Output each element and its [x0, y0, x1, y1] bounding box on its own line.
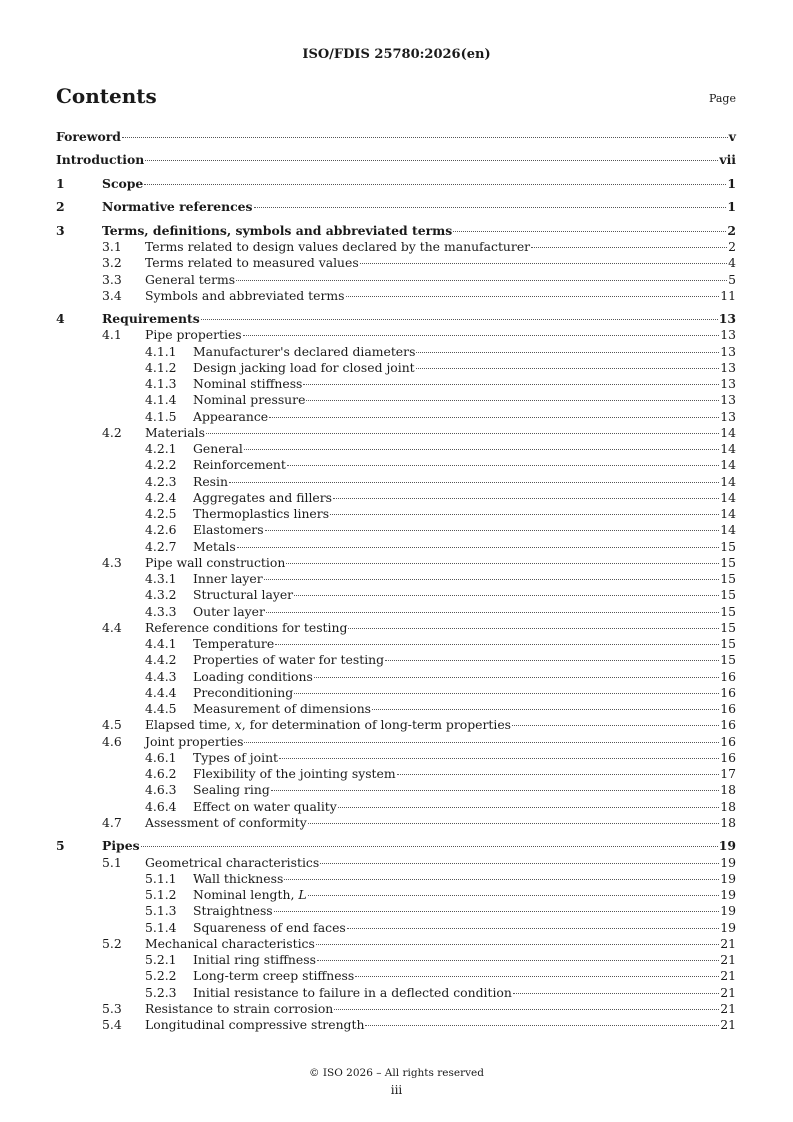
dot-leader — [338, 807, 719, 808]
dot-leader — [365, 1025, 719, 1026]
toc-entry-page: 5 — [728, 271, 736, 287]
toc-entry[interactable] — [56, 838, 736, 854]
dot-leader — [334, 1009, 719, 1010]
toc-entry-number: 4.4.2 — [145, 652, 177, 668]
toc-entry-number: 4.2.1 — [145, 441, 177, 457]
page-footer — [0, 1067, 793, 1097]
toc-entry-title: Requirements — [102, 311, 200, 327]
toc-entry-title: Effect on water quality — [193, 798, 337, 814]
toc-entry-title: Outer layer — [193, 603, 265, 619]
toc-entry-number: 4.1.5 — [145, 408, 177, 424]
toc-entry-number: 4.1.3 — [145, 376, 177, 392]
toc-entry-title: Nominal length, L — [193, 887, 307, 903]
dot-leader — [287, 465, 719, 466]
toc-entry-number: 4.6 — [102, 733, 122, 749]
toc-entry-page: 21 — [720, 968, 736, 984]
toc-entry-title: Foreword — [56, 129, 121, 144]
toc-entry-number: 4.2.6 — [145, 522, 177, 538]
toc-entry-number: 4.2.3 — [145, 473, 177, 489]
toc-entry[interactable] — [56, 506, 736, 522]
toc-entry-number: 3 — [56, 222, 65, 238]
toc-entry[interactable] — [56, 223, 736, 239]
toc-entry-number: 4.2.5 — [145, 506, 177, 522]
toc-entry-title: Reinforcement — [193, 457, 286, 473]
dot-leader — [145, 160, 718, 161]
toc-entry-page: 15 — [720, 652, 736, 668]
toc-entry-title: Mechanical characteristics — [145, 935, 315, 951]
toc-entry-number: 4.6.1 — [145, 749, 177, 765]
toc-entry-page: 18 — [720, 782, 736, 798]
toc-entry-number: 4.2 — [102, 424, 122, 440]
toc-entry-page: 15 — [720, 571, 736, 587]
toc-entry-page: 2 — [728, 239, 736, 254]
dot-leader — [303, 384, 719, 385]
dot-leader — [271, 790, 719, 791]
toc-entry[interactable] — [56, 652, 736, 668]
toc-entry-page: 21 — [720, 952, 736, 968]
toc-entry-title: General terms — [145, 271, 236, 287]
toc-entry[interactable] — [56, 766, 736, 782]
toc-entry-number: 4.3 — [102, 554, 122, 570]
dot-leader — [453, 231, 726, 232]
dot-leader — [284, 879, 719, 880]
toc-entry[interactable] — [56, 392, 736, 408]
toc-entry[interactable] — [56, 152, 736, 168]
toc-entry-page: 16 — [720, 717, 736, 733]
toc-entry-title: Loading conditions — [193, 668, 313, 684]
dot-leader — [333, 498, 719, 499]
toc-entry-page: 13 — [720, 359, 736, 375]
toc-entry[interactable] — [56, 636, 736, 652]
toc-entry[interactable] — [56, 522, 736, 538]
dot-leader — [201, 319, 718, 320]
toc-entry-page: 13 — [720, 408, 736, 424]
toc-entry-page: 16 — [720, 668, 736, 684]
toc-entry[interactable] — [56, 799, 736, 815]
toc-entry[interactable] — [56, 604, 736, 620]
dot-leader — [372, 709, 719, 710]
dot-leader — [244, 449, 719, 450]
dot-leader — [317, 960, 719, 961]
toc-entry-number: 5.4 — [102, 1017, 122, 1033]
toc-entry-page: 15 — [720, 603, 736, 619]
toc-entry-number: 4.3.3 — [145, 603, 177, 619]
toc-entry-title: Pipe properties — [145, 327, 242, 343]
toc-entry-title: Initial ring stiffness — [193, 952, 316, 968]
toc-entry-page: 11 — [720, 287, 736, 303]
dot-leader — [294, 595, 719, 596]
toc-entry-title: Flexibility of the jointing system — [193, 766, 396, 782]
toc-entry-title: Introduction — [56, 152, 145, 168]
toc-entry-page: 15 — [720, 538, 736, 554]
toc-entry[interactable] — [56, 620, 736, 636]
dot-leader — [265, 530, 720, 531]
toc-entry-number: 5.1.4 — [145, 919, 177, 935]
toc-entry[interactable] — [56, 587, 736, 603]
toc-entry-number: 4.4.5 — [145, 701, 177, 717]
toc-entry-title: Manufacturer's declared diameters — [193, 343, 416, 359]
toc-entry[interactable] — [56, 555, 736, 571]
toc-entry[interactable] — [56, 750, 736, 766]
toc-entry[interactable] — [56, 936, 736, 952]
dot-leader — [355, 976, 719, 977]
dot-leader — [308, 823, 719, 824]
toc-entry[interactable] — [56, 920, 736, 936]
toc-entry-number: 5.1.3 — [145, 903, 177, 919]
toc-entry-page: 14 — [720, 522, 736, 538]
toc-entry-number: 5.3 — [102, 1000, 122, 1016]
toc-entry-title: Resin — [193, 473, 228, 489]
toc-entry-number: 5.1.2 — [145, 887, 177, 903]
toc-entry-number: 3.1 — [102, 239, 122, 254]
toc-entry-page: 15 — [720, 554, 736, 570]
dot-leader — [279, 758, 719, 759]
toc-entry-number: 3.4 — [102, 287, 122, 303]
toc-entry-page: 13 — [720, 392, 736, 408]
toc-entry-title: Reference conditions for testing — [145, 619, 348, 635]
toc-entry-title: Terms related to design values declared by the manufacturer — [145, 239, 531, 254]
toc-entry[interactable] — [56, 409, 736, 425]
toc-entry-number: 4 — [56, 311, 65, 327]
toc-entry-page: 13 — [720, 376, 736, 392]
toc-entry-title: Squareness of end faces — [193, 919, 346, 935]
toc-entry[interactable] — [56, 474, 736, 490]
toc-entry-title: Properties of water for testing — [193, 652, 385, 668]
toc-entry-page: 21 — [720, 1000, 736, 1016]
toc-entry-number: 4.2.4 — [145, 489, 177, 505]
toc-entry-number: 2 — [56, 199, 65, 215]
dot-leader — [141, 846, 718, 847]
toc-entry-number: 1 — [56, 175, 65, 191]
dot-leader — [254, 207, 727, 208]
toc-entry[interactable] — [56, 871, 736, 887]
dot-leader — [275, 644, 719, 645]
toc-entry-number: 4.4 — [102, 619, 122, 635]
toc-entry-title: Terms, definitions, symbols and abbreviated terms — [102, 222, 453, 238]
toc-entry-page: 15 — [720, 619, 736, 635]
toc-entry[interactable] — [56, 855, 736, 871]
toc-entry-page: 16 — [720, 701, 736, 717]
toc-entry[interactable] — [56, 327, 736, 343]
toc-entry-page: 14 — [720, 506, 736, 522]
toc-entry-page: 14 — [720, 441, 736, 457]
toc-entry-number: 5.2.1 — [145, 952, 177, 968]
toc-entry-number: 5.2 — [102, 935, 122, 951]
toc-entry-page: 21 — [720, 935, 736, 951]
toc-entry-number: 4.1.4 — [145, 392, 177, 408]
toc-entry-title: Types of joint — [193, 749, 279, 765]
toc-entry-title: Pipe wall construction — [145, 554, 286, 570]
dot-leader — [294, 693, 719, 694]
dot-leader — [243, 335, 720, 336]
toc-entry[interactable] — [56, 344, 736, 360]
toc-entry-number: 4.4.1 — [145, 636, 177, 652]
dot-leader — [397, 774, 720, 775]
toc-entry-page: 21 — [720, 1017, 736, 1033]
toc-entry-title: Scope — [102, 175, 144, 191]
toc-entry[interactable] — [56, 176, 736, 192]
toc-entry-title: Measurement of dimensions — [193, 701, 372, 717]
toc-entry-number: 4.1 — [102, 327, 122, 343]
dot-leader — [512, 725, 719, 726]
toc-entry-page: 2 — [727, 222, 736, 238]
toc-entry-page: 19 — [720, 887, 736, 903]
dot-leader — [416, 368, 720, 369]
toc-entry-page: 4 — [728, 255, 736, 271]
toc-entry-title: Geometrical characteristics — [145, 854, 320, 870]
toc-entry-page: 16 — [720, 749, 736, 765]
toc-entry[interactable] — [56, 272, 736, 288]
toc-entry[interactable] — [56, 457, 736, 473]
toc-entry-number: 5.2.2 — [145, 968, 177, 984]
toc-entry-title: Symbols and abbreviated terms — [145, 287, 345, 303]
toc-entry-number: 4.2.7 — [145, 538, 177, 554]
toc-entry-page: 13 — [720, 327, 736, 343]
toc-entry-number: 4.5 — [102, 717, 122, 733]
toc-entry-number: 3.2 — [102, 255, 122, 271]
toc-entry-number: 4.3.2 — [145, 587, 177, 603]
dot-leader — [416, 352, 719, 353]
dot-leader — [346, 296, 720, 297]
dot-leader — [266, 612, 719, 613]
toc-entry-number: 4.4.3 — [145, 668, 177, 684]
dot-leader — [286, 563, 719, 564]
page-column-label: Page — [708, 92, 736, 105]
toc-entry[interactable] — [56, 815, 736, 831]
toc-entry-page: 17 — [720, 766, 736, 782]
dot-leader — [206, 433, 719, 434]
toc-entry-number: 3.3 — [102, 271, 122, 287]
toc-entry-number: 5.2.3 — [145, 984, 177, 1000]
toc-entry-number: 4.3.1 — [145, 571, 177, 587]
toc-entry-page: 14 — [720, 457, 736, 473]
toc-entry-title: Preconditioning — [193, 684, 294, 700]
toc-entry-page: 1 — [727, 175, 736, 191]
toc-entry[interactable] — [56, 701, 736, 717]
toc-entry[interactable] — [56, 734, 736, 750]
toc-entry-title: Design jacking load for closed joint — [193, 359, 415, 375]
toc-entry-number: 5.1.1 — [145, 870, 177, 886]
dot-leader — [348, 628, 719, 629]
toc-entry[interactable] — [56, 425, 736, 441]
toc-entry[interactable] — [56, 571, 736, 587]
toc-entry-number: 4.2.2 — [145, 457, 177, 473]
dot-leader — [308, 895, 720, 896]
toc-entry-title: Nominal stiffness — [193, 376, 303, 392]
toc-entry-title: Straightness — [193, 903, 273, 919]
toc-entry[interactable] — [56, 985, 736, 1001]
dot-leader — [306, 400, 719, 401]
dot-leader — [347, 928, 719, 929]
dot-leader — [237, 547, 720, 548]
toc-entry-page: 15 — [720, 587, 736, 603]
toc-entry[interactable] — [56, 1017, 736, 1033]
toc-entry[interactable] — [56, 968, 736, 984]
toc-entry[interactable] — [56, 1001, 736, 1017]
toc-entry-title: Elapsed time, x, for determination of long-term properties — [145, 717, 512, 733]
toc-entry[interactable] — [56, 288, 736, 304]
toc-entry[interactable] — [56, 539, 736, 555]
toc-entry[interactable] — [56, 255, 736, 271]
dot-leader — [360, 263, 727, 264]
dot-leader — [244, 742, 719, 743]
toc-entry-title: Elastomers — [193, 522, 264, 538]
toc-entry-page: 21 — [720, 984, 736, 1000]
toc-entry-number: 5.1 — [102, 854, 122, 870]
toc-entry-page: 16 — [720, 733, 736, 749]
dot-leader — [274, 911, 720, 912]
toc-entry-page: v — [728, 129, 736, 144]
toc-entry[interactable] — [56, 903, 736, 919]
dot-leader — [269, 417, 719, 418]
toc-entry-title: Terms related to measured values — [145, 255, 359, 271]
toc-entry-page: 19 — [720, 870, 736, 886]
copyright-notice: © ISO 2026 – All rights reserved — [309, 1067, 484, 1079]
dot-leader — [320, 863, 719, 864]
toc-entry-page: 13 — [718, 311, 736, 327]
dot-leader — [531, 247, 727, 248]
toc-entry-number: 4.1.1 — [145, 343, 177, 359]
contents-title: Contents — [56, 84, 157, 108]
toc-entry[interactable] — [56, 441, 736, 457]
toc-entry-title: Longitudinal compressive strength — [145, 1017, 365, 1033]
toc-entry-page: 19 — [718, 838, 736, 854]
toc-entry-title: Aggregates and fillers — [193, 489, 333, 505]
toc-entry-title: Normative references — [102, 199, 253, 215]
toc-entry[interactable] — [56, 129, 736, 145]
toc-entry[interactable] — [56, 311, 736, 327]
toc-entry-title: Joint properties — [145, 733, 244, 749]
toc-entry-title: Temperature — [193, 636, 275, 652]
toc-entry-page: 18 — [720, 814, 736, 830]
toc-entry-page: 14 — [720, 473, 736, 489]
page-number: iii — [390, 1083, 403, 1097]
table-of-contents — [56, 129, 736, 1033]
toc-entry-number: 4.6.2 — [145, 766, 177, 782]
dot-leader — [264, 579, 720, 580]
toc-entry-title: Appearance — [193, 408, 269, 424]
toc-entry[interactable] — [56, 490, 736, 506]
dot-leader — [122, 137, 728, 138]
dot-leader — [236, 280, 727, 281]
toc-entry-title: Inner layer — [193, 571, 263, 587]
toc-entry-number: 4.6.4 — [145, 798, 177, 814]
toc-entry-number: 4.1.2 — [145, 359, 177, 375]
toc-entry-title: Pipes — [102, 838, 140, 854]
toc-entry-number: 4.6.3 — [145, 782, 177, 798]
toc-entry-title: Nominal pressure — [193, 392, 306, 408]
toc-entry-page: 15 — [720, 636, 736, 652]
toc-entry-title: Initial resistance to failure in a deflected condition — [193, 984, 512, 1000]
toc-entry-title: Structural layer — [193, 587, 294, 603]
toc-entry-title: Metals — [193, 538, 236, 554]
toc-entry-page: 16 — [720, 684, 736, 700]
toc-entry-page: 19 — [720, 903, 736, 919]
toc-entry-page: 1 — [727, 199, 736, 215]
toc-entry[interactable] — [56, 669, 736, 685]
toc-entry-title: Materials — [145, 424, 205, 440]
toc-entry[interactable] — [56, 199, 736, 215]
toc-entry-page: 13 — [720, 343, 736, 359]
dot-leader — [330, 514, 719, 515]
toc-entry-page: 19 — [720, 919, 736, 935]
toc-entry-page: 18 — [720, 798, 736, 814]
toc-entry-title: Assessment of conformity — [145, 814, 307, 830]
toc-entry[interactable] — [56, 239, 736, 255]
toc-entry-number: 4.4.4 — [145, 684, 177, 700]
toc-entry-title: Wall thickness — [193, 870, 284, 886]
toc-entry-page: vii — [719, 152, 736, 168]
toc-entry-title: Resistance to strain corrosion — [145, 1000, 334, 1016]
toc-entry[interactable] — [56, 782, 736, 798]
toc-entry[interactable] — [56, 376, 736, 392]
toc-entry[interactable] — [56, 685, 736, 701]
toc-entry[interactable] — [56, 360, 736, 376]
dot-leader — [314, 677, 719, 678]
toc-entry-title: Thermoplastics liners — [193, 506, 330, 522]
toc-entry[interactable] — [56, 952, 736, 968]
document-id-header: ISO/FDIS 25780:2026(en) — [302, 47, 491, 62]
toc-entry[interactable] — [56, 717, 736, 733]
dot-leader — [316, 944, 719, 945]
toc-entry-number: 5 — [56, 838, 65, 854]
toc-entry-page: 14 — [720, 424, 736, 440]
toc-entry-title: General — [193, 441, 243, 457]
dot-leader — [144, 184, 726, 185]
toc-entry-page: 19 — [720, 854, 736, 870]
dot-leader — [513, 993, 719, 994]
toc-entry-title: Long-term creep stiffness — [193, 968, 355, 984]
toc-entry[interactable] — [56, 887, 736, 903]
toc-entry-page: 14 — [720, 489, 736, 505]
toc-entry-title: Sealing ring — [193, 782, 270, 798]
toc-entry-number: 4.7 — [102, 814, 122, 830]
dot-leader — [385, 660, 719, 661]
dot-leader — [229, 482, 719, 483]
